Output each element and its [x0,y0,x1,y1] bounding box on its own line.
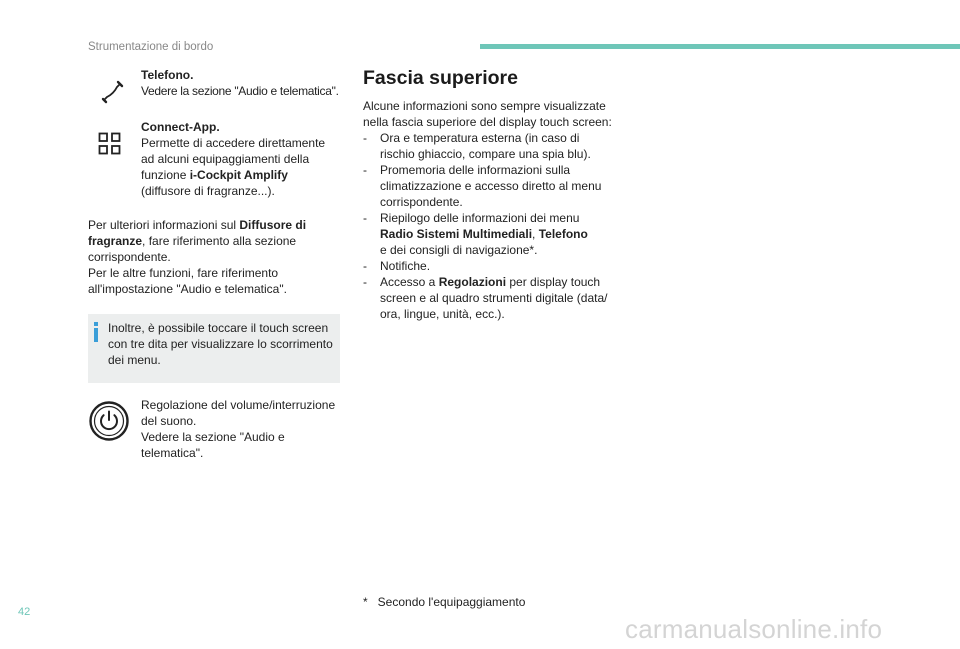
connect-app-block [141,119,341,199]
list-item [363,130,623,162]
connect-app-title: Connect-App. [141,120,220,134]
info-text [108,320,334,368]
access-post: per display touch [506,275,601,289]
list-item-line: climatizzazione e accesso diretto al menu [380,179,602,193]
list-item-line: rischio ghiaccio, compare una spia blu). [380,147,591,161]
list-item-line: Riepilogo delle informazioni dei menu [380,211,580,225]
header-title: Strumentazione di bordo [88,41,214,53]
intro-line-2: nella fascia superiore del display touch screen: [363,115,612,129]
list-item [363,162,623,210]
connect-line-3-pre: funzione [141,168,190,182]
volume-line-1: Regolazione del volume/interruzione [141,398,336,412]
para-l5: all'impostazione "Audio e telematica". [88,282,287,296]
diffusore-paragraph [88,217,348,297]
list-item-line: Ora e temperatura esterna (in caso di [380,131,580,145]
list-item-line [380,226,623,242]
list-item-line: Promemoria delle informazioni sulla [380,163,571,177]
list-dash: - [363,163,367,177]
para-l1-bold: Diffusore di [239,218,307,232]
watermark: carmanualsonline.info [625,614,883,644]
bold-regolazioni: Regolazioni [438,275,507,289]
volume-line-3: Vedere la sezione "Audio e [141,430,285,444]
list-item-line: screen e al quadro strumenti digitale (data/ [380,291,608,305]
list-dash: - [363,259,367,273]
list-dash: - [363,275,367,289]
list-dash: - [363,131,367,145]
telefono-title: Telefono. [141,68,194,82]
footnote: * Secondo l'equipaggiamento [363,595,526,609]
para-l3: corrispondente. [88,250,171,264]
bold-radio: Radio Sistemi Multimediali [380,227,533,241]
list-item-line: e dei consigli di navigazione*. [380,243,538,257]
intro-text [363,98,633,130]
info-line-3: dei menu. [108,353,161,367]
list-item-line: Notifiche. [380,259,431,273]
connect-line-4: (diffusore di fragranze...). [141,184,275,198]
info-line-1: Inoltre, è possibile toccare il touch screen [108,321,329,335]
page-number: 42 [18,606,31,618]
list-item-line [380,274,623,290]
list-sep: , [532,227,539,241]
apps-grid-icon [98,132,122,156]
info-line-2: con tre dita per visualizzare lo scorrimento [108,337,333,351]
connect-line-3 [141,167,341,183]
connect-line-1: Permette di accedere direttamente [141,136,326,150]
info-list [363,130,623,322]
connect-line-2: ad alcuni equipaggiamenti della [141,152,310,166]
para-l4: Per le altre funzioni, fare riferimento [88,266,279,280]
volume-line-2: del suono. [141,414,197,428]
phone-icon [100,80,124,104]
list-item-line: corrispondente. [380,195,463,209]
para-l1-pre: Per ulteriori informazioni sul [88,218,240,232]
telefono-text: Vedere la sezione "Audio e telematica". [141,84,339,98]
section-title: Fascia superiore [363,67,518,89]
connect-line-3-bold: i-Cockpit Amplify [189,168,288,182]
list-dash: - [363,211,367,225]
volume-line-4: telematica". [141,446,204,460]
info-icon [94,322,98,342]
bold-telefono: Telefono [538,227,588,241]
telefono-block [141,67,341,99]
header-accent-bar [480,44,960,49]
list-item [363,274,623,322]
power-knob-icon [89,401,129,441]
list-item [363,258,623,274]
para-l2-bold: fragranze [88,234,143,248]
para-l2-post: , fare riferimento alla sezione [142,234,297,248]
list-item-line: ora, lingue, unità, ecc.). [380,307,505,321]
volume-block [141,397,351,461]
intro-line-1: Alcune informazioni sono sempre visualizzate [363,99,606,113]
info-box [88,314,340,383]
list-item [363,210,623,258]
access-pre: Accesso a [380,275,439,289]
